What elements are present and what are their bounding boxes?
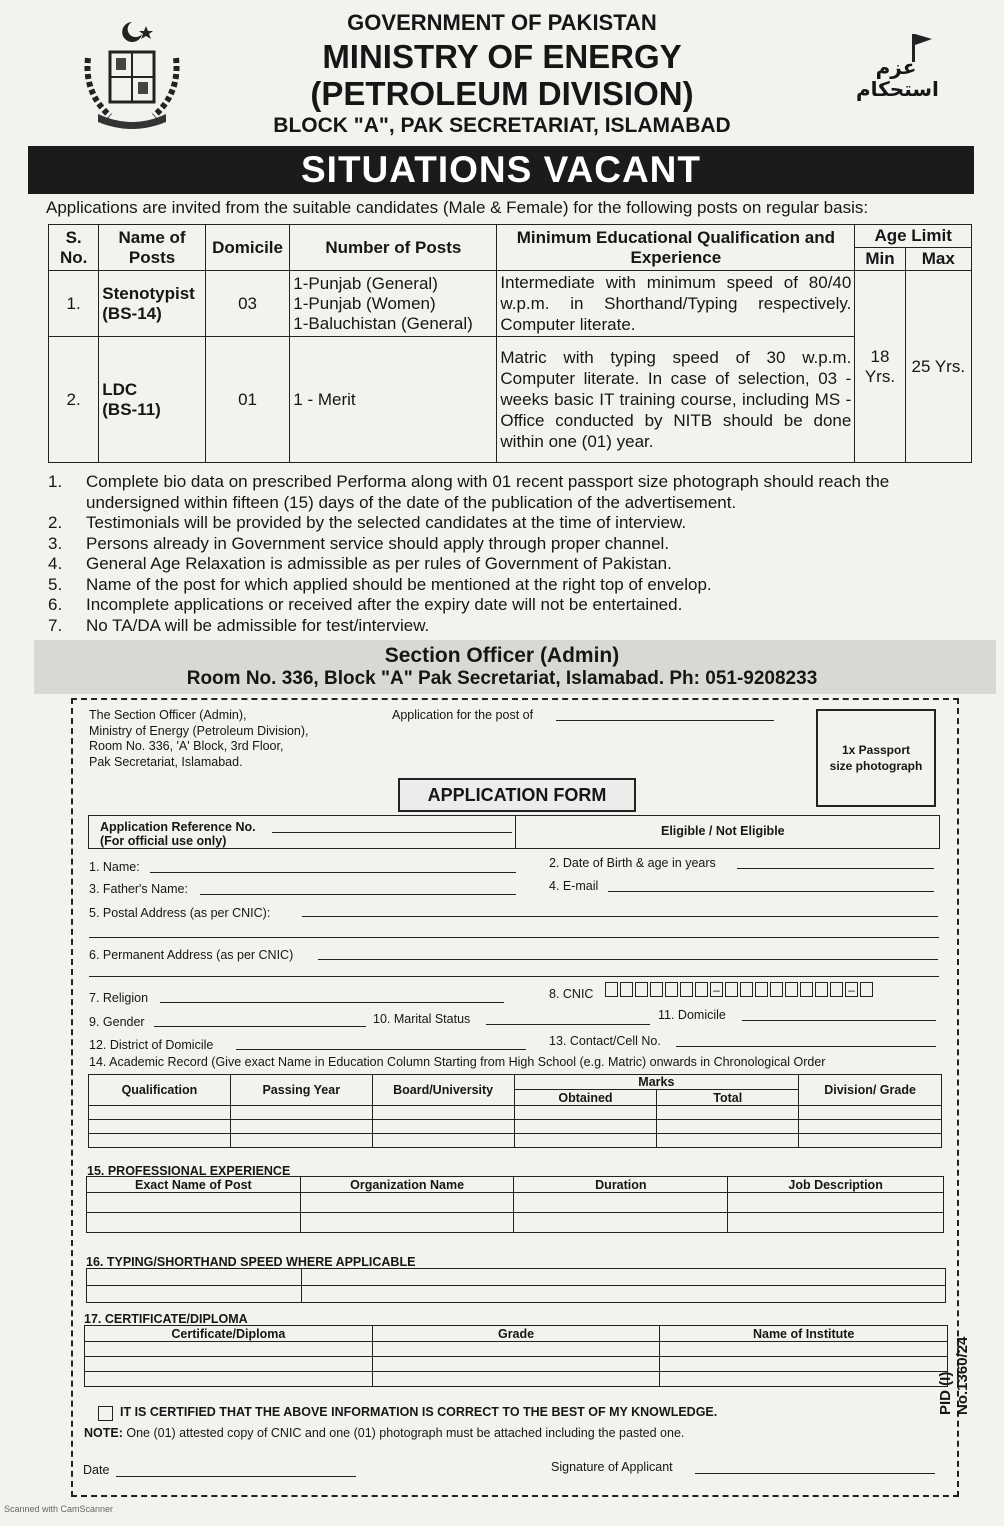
th-domicile: Domicile (205, 225, 289, 271)
experience-table (86, 1176, 944, 1233)
signature-label: Signature of Applicant (551, 1460, 673, 1474)
ref-label: Application Reference No. (For official use only) (100, 820, 256, 848)
section-officer-address: Room No. 336, Block "A" Pak Secretariat, Islamabad. Ph: 051-9208233 (186, 668, 818, 689)
age-min: 18 Yrs. (855, 271, 905, 463)
email-field[interactable] (608, 891, 934, 892)
row1-number: 1-Punjab (General) 1-Punjab (Women) 1-Baluchistan (General) (290, 271, 497, 337)
th-sno: S. No. (49, 225, 99, 271)
postal-address-label: 5. Postal Address (as per CNIC): (89, 906, 271, 920)
email-label: 4. E-mail (549, 879, 599, 893)
header-address: BLOCK "A", PAK SECRETARIAT, ISLAMABAD (273, 114, 731, 137)
note-line: NOTE: One (01) attested copy of CNIC and one (01) photograph must be attached including the pasted one. (84, 1426, 685, 1440)
contact-field[interactable] (676, 1046, 936, 1047)
gender-label: 9. Gender (89, 1015, 145, 1029)
cnic-boxes[interactable] (605, 982, 875, 997)
note-item: 2. Testimonials will be provided by the selected candidates at the time of interview. (48, 513, 687, 532)
row2-number: 1 - Merit (290, 337, 497, 463)
th-obtained: Obtained (514, 1090, 657, 1106)
row2-domicile: 01 (205, 337, 289, 463)
posts-table (48, 224, 972, 463)
note-item: 4. General Age Relaxation is admissible as per rules of Government of Pakistan. (48, 554, 672, 573)
th-total: Total (657, 1090, 799, 1106)
th-grade: Grade (372, 1326, 660, 1342)
header-government: GOVERNMENT OF PAKISTAN (347, 10, 657, 35)
scanner-footer: Scanned with CamScanner (4, 1504, 114, 1514)
th-number: Number of Posts (290, 225, 497, 271)
certify-checkbox[interactable] (98, 1406, 113, 1421)
note-item: 5. Name of the post for which applied should be mentioned at the right top of envelop. (48, 574, 712, 594)
application-form-title: APPLICATION FORM (398, 778, 636, 812)
th-marks: Marks (514, 1075, 799, 1090)
professional-experience-label: 15. PROFESSIONAL EXPERIENCE (87, 1164, 291, 1178)
th-duration: Duration (514, 1177, 728, 1193)
note-item: 6. Incomplete applications or received after the expiry date will not be entertained. (48, 595, 683, 614)
table-row[interactable] (89, 1134, 942, 1148)
ref-divider (515, 815, 516, 848)
table-row[interactable] (89, 1120, 942, 1134)
row2-sno: 2. (49, 337, 99, 463)
th-name: Name of Posts (99, 225, 206, 271)
th-max: Max (905, 248, 971, 271)
th-cert: Certificate/Diploma (85, 1326, 373, 1342)
academic-table (88, 1074, 942, 1148)
th-qualification: Qualification (89, 1075, 231, 1106)
cnic-dash: – (710, 982, 723, 997)
note-item: 3. Persons already in Government service should apply through proper channel. (48, 533, 670, 553)
pid-number: PID (I) No.1360/24 (937, 1336, 971, 1415)
table-row[interactable] (85, 1342, 948, 1357)
typing-speed-table (86, 1268, 946, 1303)
date-label: Date (83, 1463, 110, 1477)
row1-domicile: 03 (205, 271, 289, 337)
campaign-logo-text: عزم استحکام (856, 55, 939, 101)
postal-address-field[interactable] (302, 916, 938, 917)
academic-record-label: 14. Academic Record (Give exact Name in Education Column Starting from High School (e.g. Matric) onwards in Chronological Order (89, 1055, 826, 1069)
th-division: Division/ Grade (799, 1075, 942, 1106)
certificate-table (84, 1325, 948, 1387)
name-label: 1. Name: (89, 860, 140, 874)
th-board: Board/University (372, 1075, 514, 1106)
postal-address-field-2[interactable] (89, 937, 939, 938)
table-row[interactable] (87, 1286, 946, 1303)
name-field[interactable] (150, 872, 516, 873)
notes-list (48, 472, 978, 636)
header-division: (PETROLEUM DIVISION) (310, 75, 694, 112)
cnic-dash: – (845, 982, 858, 997)
contact-label: 13. Contact/Cell No. (549, 1034, 661, 1048)
photo-box: 1x Passport size photograph (816, 709, 936, 807)
age-max: 25 Yrs. (905, 271, 971, 463)
th-qualification: Minimum Educational Qualification and Experience (497, 225, 855, 271)
table-row[interactable] (87, 1213, 944, 1233)
table-row[interactable] (89, 1106, 942, 1120)
application-for-label: Application for the post of (392, 708, 534, 722)
district-field[interactable] (236, 1049, 526, 1050)
marital-status-label: 10. Marital Status (373, 1012, 471, 1026)
row1-qualification: Intermediate with minimum speed of 80/40 w.p.m. in Shorthand/Typing respectively. Computer literate. (497, 271, 855, 337)
domicile-label: 11. Domicile (658, 1008, 726, 1022)
religion-label: 7. Religion (89, 991, 149, 1005)
note-item: 1. Complete bio data on prescribed Performa along with 01 recent passport size photograph should reach the undersigned within fifteen (15) days of the date of the publication of the advertisement. (48, 472, 890, 512)
row1-name: Stenotypist (BS-14) (99, 271, 206, 337)
table-row[interactable] (87, 1193, 944, 1213)
th-age: Age Limit (855, 225, 972, 248)
th-min: Min (855, 248, 905, 271)
note-item: 7. No TA/DA will be admissible for test/interview. (48, 615, 430, 635)
dob-field[interactable] (737, 868, 934, 869)
table-row[interactable] (85, 1357, 948, 1372)
intro-text: Applications are invited from the suitable candidates (Male & Female) for the following posts on regular basis: (46, 198, 869, 217)
father-name-field[interactable] (200, 894, 516, 895)
form-addressee: The Section Officer (Admin), Ministry of Energy (Petroleum Division), Room No. 336, 'A' Block, 3rd Floor, Pak Secretariat, Islamabad. (89, 708, 309, 769)
th-post: Exact Name of Post (87, 1177, 301, 1193)
th-job: Job Description (728, 1177, 944, 1193)
marital-status-field[interactable] (486, 1024, 650, 1025)
father-name-label: 3. Father's Name: (89, 882, 188, 896)
table-row[interactable] (87, 1269, 946, 1286)
permanent-address-field-2[interactable] (89, 976, 939, 977)
ref-field[interactable] (272, 832, 512, 833)
signature-field[interactable] (695, 1473, 935, 1474)
row2-qualification: Matric with typing speed of 30 w.p.m. Computer literate. In case of selection, 03 -weeks basic IT training course, including MS -Office conducted by NITB should be done within one (01) year. (497, 337, 855, 463)
permanent-address-field[interactable] (318, 959, 938, 960)
domicile-field[interactable] (742, 1020, 936, 1021)
dob-label: 2. Date of Birth & age in years (549, 856, 716, 870)
section-officer-title: Section Officer (Admin) (384, 644, 620, 667)
th-inst: Name of Institute (660, 1326, 948, 1342)
typing-speed-label: 16. TYPING/SHORTHAND SPEED WHERE APPLICABLE (86, 1255, 416, 1269)
th-passing-year: Passing Year (230, 1075, 372, 1106)
religion-field[interactable] (160, 1002, 504, 1003)
gender-field[interactable] (154, 1026, 366, 1027)
eligibility-label: Eligible / Not Eligible (661, 824, 785, 838)
banner-situations-vacant: SITUATIONS VACANT (28, 146, 974, 194)
certificate-label: 17. CERTIFICATE/DIPLOMA (84, 1312, 248, 1326)
th-org: Organization Name (300, 1177, 514, 1193)
header-ministry: MINISTRY OF ENERGY (322, 38, 682, 75)
permanent-address-label: 6. Permanent Address (as per CNIC) (89, 948, 294, 962)
cnic-label: 8. CNIC (549, 987, 594, 1001)
application-for-field[interactable] (556, 720, 774, 721)
row2-name: LDC (BS-11) (99, 337, 206, 463)
row1-sno: 1. (49, 271, 99, 337)
certify-text: IT IS CERTIFIED THAT THE ABOVE INFORMATION IS CORRECT TO THE BEST OF MY KNOWLEDGE. (120, 1405, 718, 1419)
date-field[interactable] (116, 1476, 356, 1477)
district-label: 12. District of Domicile (89, 1038, 214, 1052)
table-row[interactable] (85, 1372, 948, 1387)
